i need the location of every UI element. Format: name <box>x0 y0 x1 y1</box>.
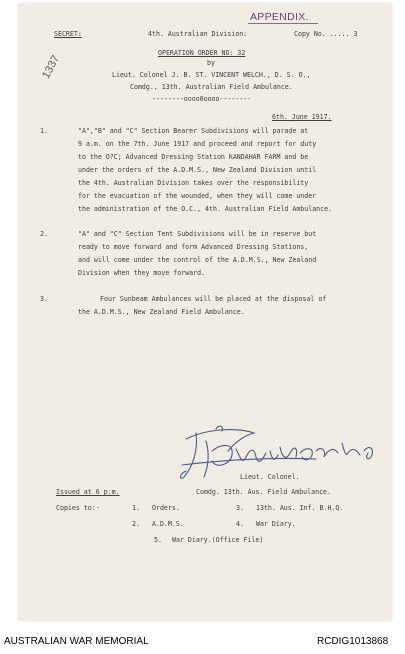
copy-item-number: 4. <box>236 520 244 528</box>
footer-record-id: RCDIG1013868 <box>317 636 389 647</box>
division-label: 4th. Australian Division: <box>148 30 248 38</box>
copies-label: Copies to:- <box>56 504 100 512</box>
copy-item-name: War Diary. <box>256 520 296 528</box>
order-title: OPERATION ORDER NO: 32 <box>158 49 246 57</box>
copy-item-name: War Diary.(Office File) <box>172 536 264 544</box>
footer-archive-name: AUSTRALIAN WAR MEMORIAL <box>4 636 149 647</box>
paragraph-number: 1. <box>40 127 48 135</box>
copy-item-number: 1. <box>132 504 140 512</box>
copy-item-name: 13th. Aus. Inf. B.H.Q. <box>256 504 344 512</box>
title-divider: --------oooo0oooo-------- <box>152 95 252 103</box>
paragraph-line: the 4th. Australian Division takes over the responsibility <box>78 179 309 187</box>
paragraph-line: "A","B" and "C" Section Bearer Subdivisions will parade at <box>78 127 309 135</box>
copy-item-name: A.D.M.S. <box>152 520 184 528</box>
copy-item-number: 3. <box>236 504 244 512</box>
paragraph-line: ready to move forward and form Advanced Dressing Stations, <box>78 243 309 251</box>
officer-command: Comdg., 13th. Australian Field Ambulance. <box>130 83 293 91</box>
paragraph-line: the administration of the O.C., 4th. Australian Field Ambulance. <box>78 205 333 213</box>
signature-command: Comdg. 13th. Aus. Field Ambulance. <box>196 488 331 496</box>
copy-number: Copy No. ..... 3 <box>294 30 358 38</box>
paragraph-line: and will come under the control of the A.D.M.S., New Zealand <box>78 256 317 264</box>
paragraph-number: 2. <box>40 230 48 238</box>
appendix-underline <box>248 23 318 24</box>
registry-number-stamp: 1337 <box>40 53 63 81</box>
paragraph-line: Four Sunbeam Ambulances will be placed at the disposal of <box>100 295 327 303</box>
order-date: 6th. June 1917. <box>272 113 332 121</box>
paragraph-line: for the evacuation of the wounded, when they will come under <box>78 192 317 200</box>
signature-rank: Lieut. Colonel. <box>240 473 300 481</box>
paragraph-number: 3. <box>40 295 48 303</box>
paragraph-line: 9 a.m. on the 7th. June 1917 and proceed and report for duty <box>78 140 317 148</box>
copy-item-number: 5. <box>154 536 162 544</box>
order-by: by <box>207 59 215 67</box>
copy-item-number: 2. <box>132 520 140 528</box>
copy-item-name: Orders. <box>152 504 180 512</box>
paragraph-line: "A" and "C" Section Tent Subdivisions will be in reserve but <box>78 230 317 238</box>
paragraph-line: the A.D.M.S., New Zealand Field Ambulance. <box>78 308 245 316</box>
paragraph-line: to the O?C; Advanced Dressing Station KANDAHAR FARM and be <box>78 153 309 161</box>
document-page <box>18 3 392 621</box>
officer-name: Lieut. Colonel J. B. ST. VINCENT WELCH., D. S. O., <box>112 71 311 79</box>
paragraph-line: under the orders of the A.D.M.S., New Zealand Division until <box>78 166 317 174</box>
paragraph-line: Division when they move forward. <box>78 269 206 277</box>
appendix-stamp: APPENDIX. <box>250 11 309 23</box>
issued-time: Issued at 6 p.m. <box>56 488 120 496</box>
secret-label: SECRET: <box>54 30 82 38</box>
